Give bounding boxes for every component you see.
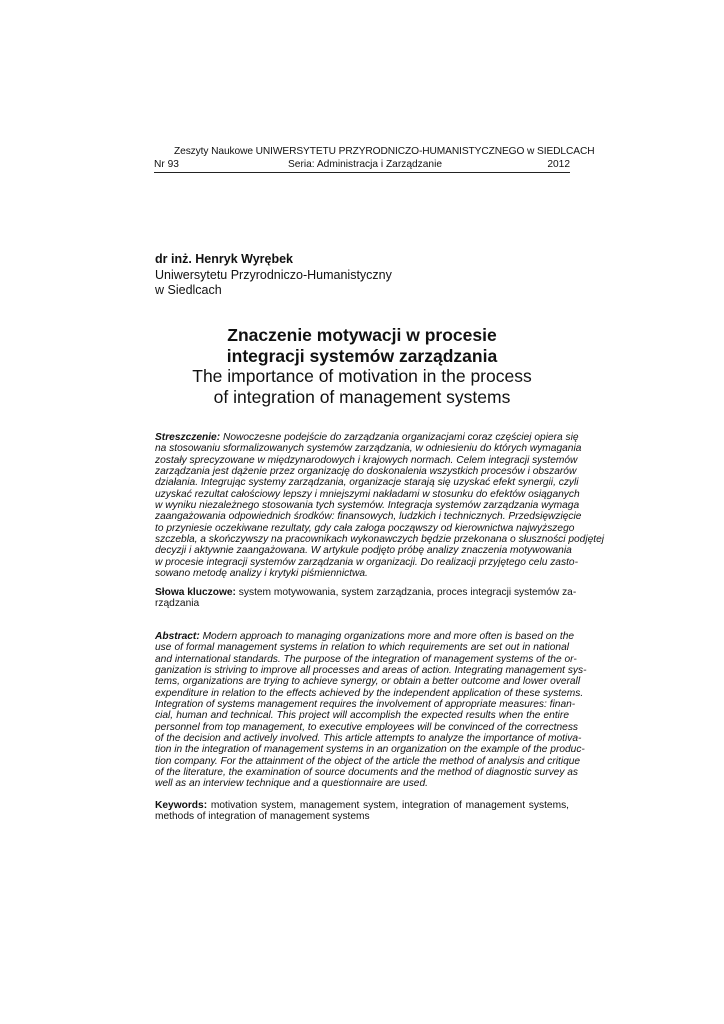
line-text: Nowoczesne podejście do zarządzania organizacjami coraz częściej opiera się — [220, 432, 579, 443]
line-text: Modern approach to managing organizations more and more often is based on the — [199, 631, 575, 642]
polish-keywords — [155, 587, 577, 610]
text-line — [155, 511, 582, 523]
text-line — [155, 687, 584, 699]
line-text: zarządzania jest dążenie przez organizację do doskonalenia wszystkich procesów i obszarów — [155, 466, 577, 478]
text-line — [155, 454, 578, 466]
text-line — [155, 733, 582, 745]
english-abstract — [155, 631, 587, 790]
text-line — [155, 811, 569, 822]
line-text: motivation system, management system, integration of management systems, — [207, 800, 569, 811]
text-line — [155, 642, 569, 653]
text-line — [155, 676, 581, 688]
line-text: use of formal management systems in relation to which requirements are set out in national — [155, 642, 569, 654]
text-line — [155, 598, 569, 609]
line-text: of the literature, the examination of source documents and the method of diagnostic survey as — [155, 767, 579, 779]
text-line — [155, 755, 581, 767]
issue-number: Nr 93 — [154, 159, 179, 170]
line-text: uzyskać rezultat całościowy lepszy i mniejszymi nakładami w stosunku do efektów osiąganych — [155, 488, 580, 500]
line-text: ganization is striving to improve all processes and areas of action. Integrating management sys- — [155, 665, 587, 677]
line-text: tion in the integration of management systems in an organization on the example of the produc- — [155, 744, 585, 756]
text-line — [155, 568, 569, 579]
text-line — [155, 488, 580, 500]
line-text: działania. Integrując systemy zarządzania, organizacje starają się uzyskać efekt synergii, czyli — [155, 477, 579, 489]
line-text: zaangażowania odpowiednich środków: finansowych, ludzkich i technicznych. Przedsięwzięcie — [155, 511, 582, 523]
author-name: dr inż. Henryk Wyrębek — [155, 252, 294, 266]
publication-year: 2012 — [547, 159, 570, 170]
text-line — [155, 653, 577, 665]
polish-abstract — [155, 432, 605, 580]
text-line — [155, 466, 577, 478]
line-text: cial, human and technical. This project will accomplish the expected results when the entire — [155, 710, 569, 722]
section-label: Abstract: — [155, 631, 200, 642]
text-line — [155, 665, 587, 677]
paper-title — [150, 325, 574, 407]
text-line — [155, 432, 579, 443]
line-text: and international standards. The purpose of the integration of management systems of the or- — [155, 653, 577, 665]
line-text: of the decision and actively involved. This article attempts to analyze the importance of motiva- — [155, 733, 582, 745]
line-text: w wyniku niezależnego stosowania tych systemów. Integracja systemów zarządzania wymaga — [155, 500, 580, 512]
text-line — [155, 800, 569, 811]
section-label: Keywords: — [155, 800, 208, 811]
text-line — [155, 500, 580, 512]
series-name: Seria: Administracja i Zarządzanie — [288, 159, 443, 170]
line-text: szczebla, a skończywszy na pracownikach wykonawczych będzie przekonana o słuszności podjętej — [155, 534, 605, 546]
title-english-line: The importance of motivation in the process — [192, 366, 532, 386]
line-text: system motywowania, system zarządzania, proces integracji systemów za- — [235, 587, 577, 598]
line-text: methods of integration of management systems — [155, 811, 370, 823]
line-text: sowano metodę analizy i krytyki piśmiennictwa. — [155, 568, 368, 580]
line-text: well as an interview technique and a questionnaire are used. — [155, 778, 428, 790]
text-line — [155, 767, 579, 779]
title-polish-line: Znaczenie motywacji w procesie — [227, 325, 497, 345]
text-line — [155, 778, 569, 789]
line-text: tems, organizations are trying to achieve synergy, or obtain a better outcome and lower overall — [155, 676, 581, 688]
line-text: tion company. For the attainment of the object of the article the method of analysis and critique — [155, 755, 581, 767]
text-line — [155, 587, 577, 598]
section-label: Słowa kluczowe: — [155, 587, 236, 598]
title-polish-line: integracji systemów zarządzania — [226, 345, 498, 366]
text-line — [155, 631, 575, 642]
author-affiliation: Uniwersytetu Przyrodniczo-Humanistyczny — [155, 267, 392, 282]
line-text: zostały sprecyzowane w międzynarodowych i krajowych normach. Celem integracji systemów — [155, 454, 578, 466]
text-line — [155, 556, 578, 568]
title-english-line: of integration of management systems — [213, 386, 511, 407]
text-line — [155, 721, 579, 733]
text-line — [155, 477, 579, 489]
section-label: Streszczenie: — [155, 432, 221, 443]
text-line — [155, 744, 585, 756]
author-block — [155, 252, 571, 299]
english-keywords — [155, 800, 569, 823]
text-line — [155, 443, 582, 455]
journal-meta-row — [154, 159, 570, 173]
line-text: personnel from top management, to executive employees will be convinced of the correctness — [155, 721, 579, 733]
line-text: decyzji i aktywnie zaangażowana. W artykule podjęto próbę analizy znaczenia motywowania — [155, 545, 572, 557]
text-line — [155, 522, 575, 534]
text-line — [155, 534, 605, 546]
line-text: w procesie integracji systemów zarządzania w organizacji. Do realizacji przyjętego celu zasto- — [155, 556, 578, 568]
line-text: Integration of systems management requires the involvement of appropriate measures: finan- — [155, 699, 576, 711]
line-text: rządzania — [155, 598, 200, 610]
line-text: expenditure in relation to the effects achieved by the independent application of these systems. — [155, 687, 584, 699]
journal-title: Zeszyty Naukowe UNIWERSYTETU PRZYRODNICZO-HUMANISTYCZNEGO w SIEDLCACH — [174, 146, 595, 157]
text-line — [155, 699, 576, 711]
line-text: to przyniesie oczekiwane rezultaty, gdy cała załoga począwszy od kierownictwa najwyższego — [155, 522, 575, 534]
author-city: w Siedlcach — [155, 283, 222, 297]
line-text: na stosowaniu sformalizowanych systemów zarządzania, w odniesieniu do których wymagania — [155, 443, 582, 455]
text-line — [155, 545, 572, 557]
text-line — [155, 710, 569, 721]
